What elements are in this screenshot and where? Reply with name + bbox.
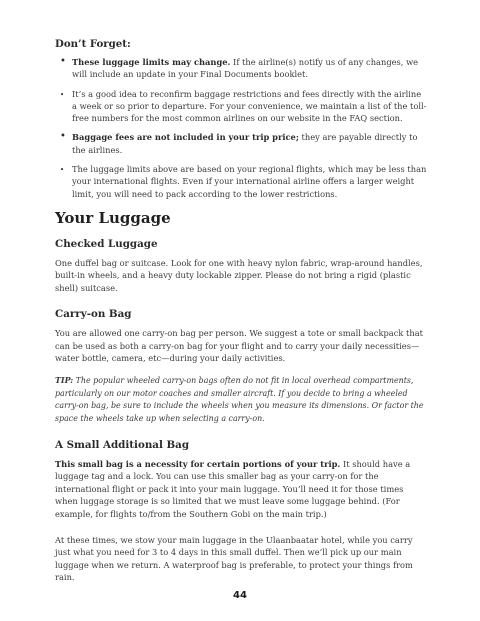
bold-lead: This small bag is a necessity for certain portions of your trip. <box>55 459 341 470</box>
carry-on-heading: Carry-on Bag <box>55 308 132 321</box>
dont-forget-list <box>55 56 427 200</box>
tip-paragraph <box>55 375 427 425</box>
bullet-icon: • <box>60 90 65 99</box>
page-content <box>55 38 427 598</box>
bold-lead: Baggage fees are not included in your trip price; <box>72 132 299 143</box>
list-item <box>55 131 427 156</box>
additional-bag-text <box>55 458 427 520</box>
page-number: 44 <box>233 590 247 601</box>
item-text: The luggage limits above are based on your regional flights, which may be less than your international flights. Even if your international airline offers a larger weight limit, you will need to pack according to the lower restrictions. <box>72 164 427 199</box>
checked-luggage-heading: Checked Luggage <box>55 237 158 250</box>
list-item <box>55 163 427 200</box>
item-text: If the airline(s) notify us of any changes, we will include an update in your Final Documents booklet. <box>72 57 419 80</box>
tip-label: TIP: <box>55 376 74 386</box>
item-text: they are payable directly to the airlines. <box>72 132 418 155</box>
additional-bag-text-2: At these times, we stow your main luggage in the Ulaanbaatar hotel, while you carry just what you need for 3 to 4 days in this small duffel. Then we’ll pick up our main luggage when we return. A waterproof bag is preferable, to protect your things from rain. <box>55 535 413 583</box>
bold-lead: These luggage limits may change. <box>72 57 231 67</box>
bullet-icon: • <box>60 56 66 67</box>
additional-bag-heading: A Small Additional Bag <box>55 439 190 452</box>
carry-on-text: You are allowed one carry-on bag per person. We suggest a tote or small backpack that can be used as both a carry-on bag for your flight and to carry your daily necessities—water bottle, camera, etc—during your daily activities. <box>55 328 423 363</box>
item-text: It’s a good idea to reconfirm baggage restrictions and fees directly with the airline a week or so prior to departure. For your convenience, we maintain a list of the toll-free numbers for the most common airlines on our website in the FAQ section. <box>72 88 427 124</box>
bullet-icon: • <box>60 166 65 175</box>
dont-forget-heading: Don’t Forget: <box>55 38 131 50</box>
additional-text: It should have a luggage tag and a lock. You can use this smaller bag as your carry-on for the international flight or pack it into your main luggage. You’ll need it for those times when luggage storage is so limited that we must leave some luggage behind. (For example, for flights to/from the Southern Gobi on the main trip.) <box>55 459 411 519</box>
list-item <box>55 88 427 125</box>
section-title: Your Luggage <box>55 208 171 227</box>
list-item <box>55 56 427 81</box>
tip-text: The popular wheeled carry-on bags often do not fit in local overhead compartments, particularly on our motor coaches and smaller aircraft. If you decide to bring a wheeled carry-on bag, be sure to include the wheels when you measure its dimensions. Or factor the space the wheels take up when selecting a carry-on. <box>55 376 424 423</box>
checked-luggage-text: One duffel bag or suitcase. Look for one with heavy nylon fabric, wrap-around handles, built-in wheels, and a heavy duty lockable zipper. Please do not bring a rigid (plastic shell) suitcase. <box>55 257 423 293</box>
bullet-icon: • <box>60 131 66 143</box>
